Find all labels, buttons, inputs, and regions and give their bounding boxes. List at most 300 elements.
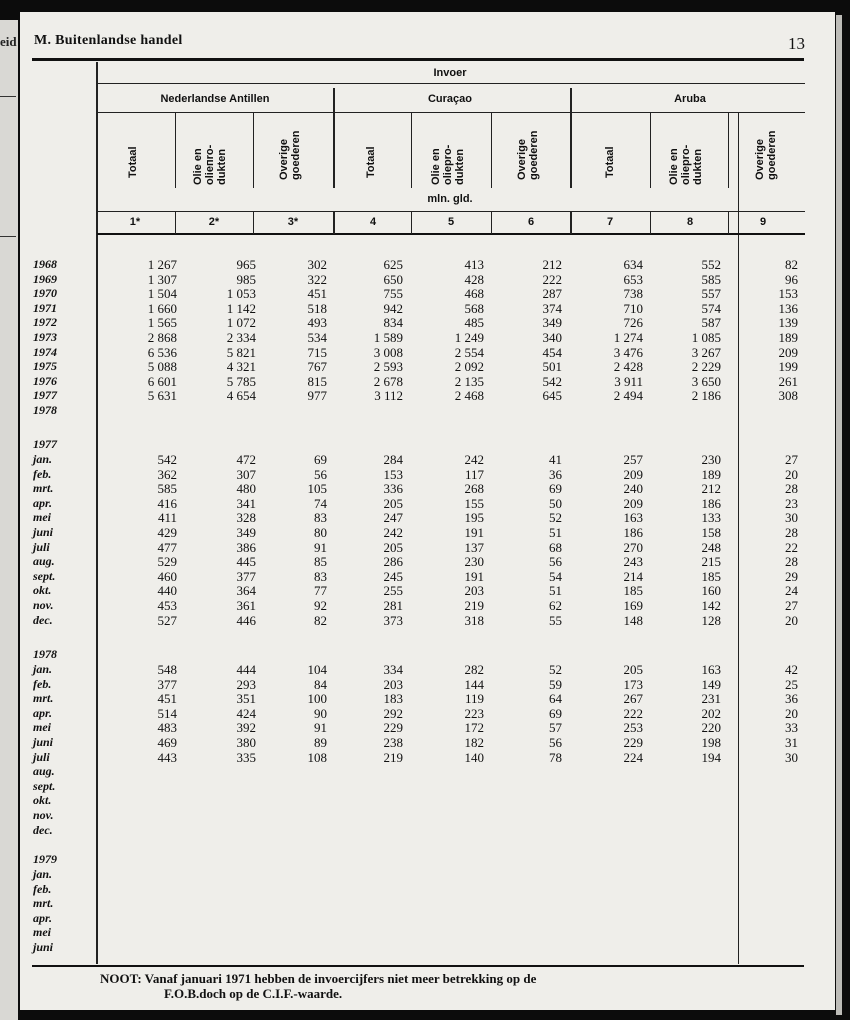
table-cell: 336 xyxy=(383,481,403,497)
table-cell: 1 660 xyxy=(147,300,177,316)
table-cell: 20 xyxy=(785,705,798,721)
month-label: sept. xyxy=(33,568,56,583)
table-cell: 84 xyxy=(314,676,327,692)
month-label: aug. xyxy=(33,554,55,569)
table-cell: 229 xyxy=(383,720,403,736)
table-cell: 460 xyxy=(157,568,177,584)
table-cell: 1 053 xyxy=(226,286,256,302)
table-cell: 2 494 xyxy=(613,388,643,404)
table-cell: 52 xyxy=(549,510,562,526)
table-cell: 501 xyxy=(542,359,562,375)
table-cell: 144 xyxy=(464,676,484,692)
table-cell: 191 xyxy=(464,568,484,584)
table-cell: 1 072 xyxy=(226,315,256,331)
table-cell: 392 xyxy=(236,720,256,736)
year-label: 1976 xyxy=(33,373,57,388)
table-cell: 153 xyxy=(778,286,798,302)
col-title-8: Olie en oliepro- dukten xyxy=(668,144,704,185)
table-cell: 222 xyxy=(623,705,643,721)
table-cell: 454 xyxy=(542,344,562,360)
table-cell: 80 xyxy=(314,525,327,540)
table-cell: 28 xyxy=(785,554,798,570)
col-title-3: Overige goederen xyxy=(278,130,302,180)
table-cell: 341 xyxy=(236,495,256,511)
col-title-9: Overige goederen xyxy=(754,130,778,180)
table-cell: 173 xyxy=(623,676,643,692)
table-cell: 3 476 xyxy=(613,344,643,360)
table-cell: 56 xyxy=(549,735,562,750)
table-cell: 3 267 xyxy=(691,344,721,360)
colnum-divider xyxy=(253,212,254,234)
table-cell: 108 xyxy=(307,749,327,765)
month-label: apr. xyxy=(33,705,53,720)
table-cell: 726 xyxy=(623,315,643,331)
table-cell: 361 xyxy=(236,598,256,613)
table-cell: 209 xyxy=(623,466,643,482)
table-cell: 62 xyxy=(549,598,562,613)
table-cell: 230 xyxy=(464,554,484,570)
col-number-5: 5 xyxy=(447,216,455,228)
table-cell: 160 xyxy=(701,583,721,599)
table-cell: 3 911 xyxy=(614,373,643,389)
table-cell: 322 xyxy=(307,271,327,287)
table-cell: 2 593 xyxy=(373,359,403,375)
col-number-1: 1* xyxy=(129,216,141,228)
table-cell: 428 xyxy=(464,271,484,287)
table-cell: 645 xyxy=(542,388,562,404)
table-cell: 767 xyxy=(307,359,327,375)
col-divider xyxy=(253,112,254,188)
table-cell: 219 xyxy=(383,749,403,765)
col-title-7: Totaal xyxy=(604,146,616,178)
table-cell: 191 xyxy=(464,525,484,540)
col-title-1: Totaal xyxy=(127,146,139,178)
month-label: feb. xyxy=(33,881,52,896)
table-cell: 257 xyxy=(623,452,643,467)
table-cell: 834 xyxy=(383,315,403,331)
table-cell: 335 xyxy=(236,749,256,765)
table-cell: 139 xyxy=(778,315,798,331)
table-cell: 653 xyxy=(623,271,643,287)
table-cell: 92 xyxy=(314,598,327,613)
table-cell: 2 334 xyxy=(226,330,256,345)
table-cell: 50 xyxy=(549,495,562,511)
table-cell: 650 xyxy=(383,271,403,287)
month-label: mei xyxy=(33,510,51,525)
table-cell: 30 xyxy=(785,510,798,526)
table-cell: 229 xyxy=(623,735,643,750)
table-cell: 1 085 xyxy=(691,330,721,345)
table-cell: 815 xyxy=(307,373,327,389)
month-label: mrt. xyxy=(33,896,54,911)
table-cell: 380 xyxy=(236,735,256,750)
month-label: nov. xyxy=(33,808,54,822)
table-cell: 194 xyxy=(701,749,721,765)
table-cell: 485 xyxy=(464,315,484,331)
table-cell: 710 xyxy=(623,300,643,316)
col-number-7: 7 xyxy=(606,216,614,228)
table-cell: 2 678 xyxy=(373,373,403,389)
col-divider xyxy=(491,112,492,188)
table-cell: 1 504 xyxy=(147,286,177,302)
table-cell: 6 601 xyxy=(147,373,177,389)
table-cell: 468 xyxy=(464,286,484,302)
table-cell: 209 xyxy=(623,495,643,511)
table-cell: 2 092 xyxy=(454,359,484,375)
table-cell: 104 xyxy=(307,662,327,677)
table-cell: 351 xyxy=(236,691,256,707)
table-cell: 364 xyxy=(236,583,256,599)
table-cell: 205 xyxy=(623,662,643,677)
table-cell: 205 xyxy=(383,539,403,555)
table-cell: 286 xyxy=(383,554,403,570)
table-cell: 377 xyxy=(157,676,177,692)
table-cell: 22 xyxy=(785,539,798,555)
table-cell: 189 xyxy=(778,330,798,345)
table-cell: 334 xyxy=(383,662,403,677)
table-cell: 340 xyxy=(542,330,562,345)
group-nederlandse-antillen: Nederlandse Antillen xyxy=(160,93,270,105)
table-cell: 247 xyxy=(383,510,403,526)
col-number-8: 8 xyxy=(686,216,694,228)
table-cell: 203 xyxy=(383,676,403,692)
group-aruba: Aruba xyxy=(674,93,706,105)
table-cell: 328 xyxy=(236,510,256,526)
table-cell: 243 xyxy=(623,554,643,570)
table-cell: 446 xyxy=(236,612,256,628)
table-cell: 33 xyxy=(785,720,798,736)
table-cell: 240 xyxy=(623,481,643,497)
table-cell: 41 xyxy=(549,452,562,467)
table-cell: 267 xyxy=(623,691,643,707)
table-cell: 308 xyxy=(778,388,798,404)
table-cell: 59 xyxy=(549,676,562,692)
table-cell: 51 xyxy=(549,583,562,599)
table-cell: 585 xyxy=(157,481,177,497)
table-cell: 189 xyxy=(701,466,721,482)
col-number-4: 4 xyxy=(369,216,377,228)
table-cell: 552 xyxy=(701,257,721,272)
table-cell: 20 xyxy=(785,612,798,628)
table-cell: 585 xyxy=(701,271,721,287)
table-cell: 3 008 xyxy=(373,344,403,360)
table-cell: 587 xyxy=(701,315,721,331)
table-cell: 74 xyxy=(314,495,327,511)
footnote-line-1: NOOT: Vanaf januari 1971 hebben de invoercijfers niet meer betrekking op de xyxy=(100,971,537,986)
table-cell: 483 xyxy=(157,720,177,736)
previous-page-label: eid xyxy=(0,34,17,49)
table-cell: 477 xyxy=(157,539,177,555)
table-cell: 57 xyxy=(549,720,562,736)
table-cell: 270 xyxy=(623,539,643,555)
year-heading: 1979 xyxy=(33,852,57,866)
table-cell: 2 468 xyxy=(454,388,484,404)
table-cell: 245 xyxy=(383,568,403,584)
table-cell: 529 xyxy=(157,554,177,570)
year-label: 1972 xyxy=(33,315,57,330)
group-curacao: Curaçao xyxy=(427,93,473,105)
table-cell: 205 xyxy=(383,495,403,511)
table-cell: 183 xyxy=(383,691,403,707)
table-cell: 443 xyxy=(157,749,177,765)
table-cell: 568 xyxy=(464,300,484,316)
month-label: mei xyxy=(33,925,51,940)
table-cell: 36 xyxy=(549,466,562,482)
unit-rule xyxy=(97,211,805,212)
table-cell: 55 xyxy=(549,612,562,628)
table-cell: 163 xyxy=(623,510,643,526)
table-cell: 445 xyxy=(236,554,256,570)
page-stack-edge xyxy=(836,15,842,1015)
month-label: mei xyxy=(33,720,51,735)
table-cell: 977 xyxy=(307,388,327,404)
page-number: 13 xyxy=(788,34,805,53)
table-cell: 5 821 xyxy=(226,344,256,360)
table-cell: 307 xyxy=(236,466,256,482)
month-label: sept. xyxy=(33,778,56,793)
table-cell: 169 xyxy=(623,598,643,613)
table-cell: 242 xyxy=(464,452,484,467)
col-divider xyxy=(411,112,412,188)
table-cell: 89 xyxy=(314,735,327,750)
table-cell: 451 xyxy=(157,691,177,707)
month-label: feb. xyxy=(33,466,52,481)
table-cell: 29 xyxy=(785,568,798,584)
table-cell: 318 xyxy=(464,612,484,628)
table-cell: 42 xyxy=(785,662,798,677)
year-label: 1971 xyxy=(33,300,57,315)
table-cell: 255 xyxy=(383,583,403,599)
table-cell: 186 xyxy=(701,495,721,511)
table-cell: 91 xyxy=(314,720,327,736)
table-cell: 212 xyxy=(701,481,721,497)
table-cell: 83 xyxy=(314,568,327,584)
year-label: 1973 xyxy=(33,330,57,344)
month-label: juli xyxy=(33,749,50,764)
table-cell: 136 xyxy=(778,300,798,316)
table-cell: 253 xyxy=(623,720,643,736)
col-divider xyxy=(175,112,176,188)
table-cell: 68 xyxy=(549,539,562,555)
table-cell: 242 xyxy=(383,525,403,540)
year-label: 1968 xyxy=(33,257,57,271)
table-cell: 429 xyxy=(157,525,177,540)
table-cell: 416 xyxy=(157,495,177,511)
table-cell: 284 xyxy=(383,452,403,467)
table-cell: 64 xyxy=(549,691,562,707)
table-cell: 574 xyxy=(701,300,721,316)
table-cell: 302 xyxy=(307,257,327,272)
colnum-divider xyxy=(491,212,492,234)
month-label: jan. xyxy=(33,452,53,466)
table-cell: 444 xyxy=(236,662,256,677)
table-cell: 942 xyxy=(383,300,403,316)
invoer-heading: Invoer xyxy=(433,67,467,79)
table-cell: 220 xyxy=(701,720,721,736)
table-cell: 172 xyxy=(464,720,484,736)
table-cell: 215 xyxy=(701,554,721,570)
month-label: juni xyxy=(33,525,54,539)
table-cell: 231 xyxy=(701,691,721,707)
table-cell: 195 xyxy=(464,510,484,526)
table-cell: 514 xyxy=(157,705,177,721)
table-cell: 117 xyxy=(464,466,484,482)
table-cell: 451 xyxy=(307,286,327,302)
table-cell: 268 xyxy=(464,481,484,497)
table-cell: 281 xyxy=(383,598,403,613)
table-cell: 30 xyxy=(785,749,798,765)
month-label: juni xyxy=(33,735,54,749)
table-cell: 142 xyxy=(701,598,721,613)
month-label: jan. xyxy=(33,662,53,676)
table-cell: 542 xyxy=(157,452,177,467)
table-cell: 56 xyxy=(314,466,327,482)
table-cell: 119 xyxy=(464,691,484,707)
table-cell: 24 xyxy=(785,583,798,599)
table-cell: 36 xyxy=(785,691,798,707)
table-cell: 6 536 xyxy=(147,344,177,360)
year-label: 1977 xyxy=(33,388,57,403)
month-label: nov. xyxy=(33,598,54,612)
table-cell: 77 xyxy=(314,583,327,599)
colnum-divider xyxy=(175,212,176,234)
table-cell: 469 xyxy=(157,735,177,750)
month-label: dec. xyxy=(33,612,53,627)
table-cell: 28 xyxy=(785,481,798,497)
colnum-divider xyxy=(333,212,335,234)
col-title-5: Olie en oliepro- dukten xyxy=(430,144,466,185)
table-cell: 985 xyxy=(236,271,256,287)
table-cell: 715 xyxy=(307,344,327,360)
table-cell: 148 xyxy=(623,612,643,628)
table-cell: 185 xyxy=(701,568,721,584)
section-title: M. Buitenlandse handel xyxy=(34,33,183,48)
table-cell: 27 xyxy=(785,452,798,467)
year-label: 1969 xyxy=(33,271,57,286)
group-rule xyxy=(97,112,805,113)
table-cell: 518 xyxy=(307,300,327,316)
month-label: juli xyxy=(33,539,50,554)
table-cell: 83 xyxy=(314,510,327,526)
table-cell: 82 xyxy=(785,257,798,272)
table-cell: 1 274 xyxy=(613,330,643,345)
table-cell: 128 xyxy=(701,612,721,628)
table-cell: 413 xyxy=(464,257,484,272)
table-cell: 78 xyxy=(549,749,562,765)
table-cell: 199 xyxy=(778,359,798,375)
table-cell: 2 868 xyxy=(147,330,177,345)
table-cell: 155 xyxy=(464,495,484,511)
group-divider xyxy=(570,88,572,188)
table-cell: 5 088 xyxy=(147,359,177,375)
table-cell: 185 xyxy=(623,583,643,599)
table-cell: 2 428 xyxy=(613,359,643,375)
previous-page-edge xyxy=(0,20,18,1020)
table-cell: 4 321 xyxy=(226,359,256,375)
table-cell: 1 249 xyxy=(454,330,484,345)
table-cell: 2 186 xyxy=(691,388,721,404)
table-cell: 4 654 xyxy=(226,388,256,404)
unit-label: mln. gld. xyxy=(427,193,473,205)
col-number-6: 6 xyxy=(527,216,535,228)
month-label: juni xyxy=(33,940,54,954)
table-cell: 282 xyxy=(464,662,484,677)
table-cell: 186 xyxy=(623,525,643,540)
col-title-4: Totaal xyxy=(365,146,377,178)
table-cell: 453 xyxy=(157,598,177,613)
table-cell: 23 xyxy=(785,495,798,511)
table-cell: 1 307 xyxy=(147,271,177,287)
month-label: dec. xyxy=(33,822,53,837)
table-cell: 198 xyxy=(701,735,721,750)
col-divider xyxy=(728,112,729,188)
table-cell: 158 xyxy=(701,525,721,540)
table-cell: 149 xyxy=(701,676,721,692)
month-label: apr. xyxy=(33,910,53,925)
month-label: okt. xyxy=(33,793,52,808)
table-cell: 373 xyxy=(383,612,403,628)
table-cell: 2 554 xyxy=(454,344,484,360)
month-label: mrt. xyxy=(33,691,54,706)
table-cell: 411 xyxy=(157,510,177,526)
footer-rule xyxy=(32,965,804,967)
table-cell: 362 xyxy=(157,466,177,482)
invoer-rule xyxy=(97,83,805,84)
table-cell: 54 xyxy=(549,568,562,584)
table-cell: 182 xyxy=(464,735,484,750)
table-cell: 292 xyxy=(383,705,403,721)
table-cell: 261 xyxy=(778,373,798,389)
table-cell: 25 xyxy=(785,676,798,692)
table-cell: 140 xyxy=(464,749,484,765)
table-cell: 28 xyxy=(785,525,798,540)
table-cell: 56 xyxy=(549,554,562,570)
col-number-3: 3* xyxy=(287,216,299,228)
table-cell: 2 229 xyxy=(691,359,721,375)
table-cell: 82 xyxy=(314,612,327,628)
table-cell: 386 xyxy=(236,539,256,555)
table-cell: 557 xyxy=(701,286,721,302)
col-title-2: Olie en olieпro- dukten xyxy=(192,144,228,185)
table-cell: 163 xyxy=(701,662,721,677)
table-cell: 2 135 xyxy=(454,373,484,389)
table-cell: 238 xyxy=(383,735,403,750)
table-cell: 219 xyxy=(464,598,484,613)
table-cell: 85 xyxy=(314,554,327,570)
col-number-9: 9 xyxy=(759,216,767,228)
header-rule xyxy=(32,58,804,61)
table-cell: 625 xyxy=(383,257,403,272)
header-bottom-rule xyxy=(97,233,805,235)
table-cell: 203 xyxy=(464,583,484,599)
month-label: apr. xyxy=(33,495,53,510)
month-label: aug. xyxy=(33,764,55,779)
table-cell: 202 xyxy=(701,705,721,721)
table-cell: 1 589 xyxy=(373,330,403,345)
col-divider xyxy=(650,112,651,188)
table-cell: 90 xyxy=(314,705,327,721)
month-label: mrt. xyxy=(33,481,54,496)
year-label: 1974 xyxy=(33,344,57,359)
previous-page-rule xyxy=(0,96,16,97)
table-cell: 5 785 xyxy=(226,373,256,389)
year-label: 1975 xyxy=(33,359,57,374)
year-label: 1978 xyxy=(33,403,57,417)
month-label: feb. xyxy=(33,676,52,691)
group-divider xyxy=(333,88,335,188)
table-cell: 1 565 xyxy=(147,315,177,331)
table-cell: 965 xyxy=(236,257,256,272)
